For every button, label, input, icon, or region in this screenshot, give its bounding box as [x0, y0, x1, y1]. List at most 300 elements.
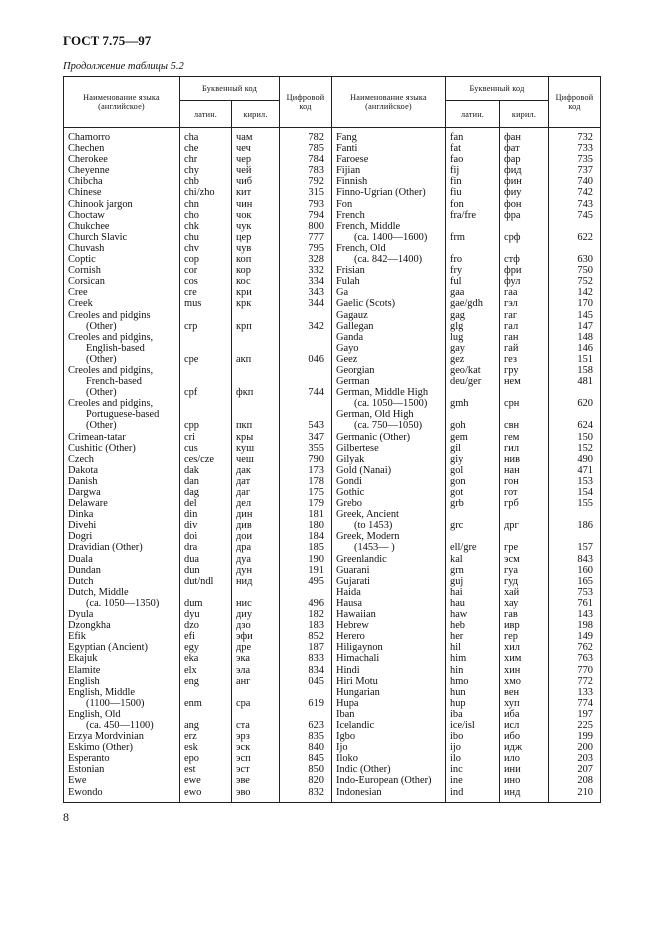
cyrillic-code: коп [232, 254, 280, 265]
latin-code [446, 221, 500, 232]
digital-code: 179 [280, 498, 332, 509]
digital-code: 133 [549, 687, 601, 698]
page-number: 8 [63, 810, 69, 824]
latin-code: gol [446, 465, 500, 476]
digital-code: 207 [549, 764, 601, 775]
latin-code: lug [446, 332, 500, 343]
digital-code: 737 [549, 165, 601, 176]
cyrillic-code: свн [500, 420, 549, 431]
cyrillic-code: фон [500, 199, 549, 210]
language-name: Esperanto [64, 753, 180, 764]
cyrillic-code: нив [500, 454, 549, 465]
cyrillic-code [232, 332, 280, 343]
language-name: Himachali [332, 653, 446, 664]
digital-code: 793 [280, 199, 332, 210]
standard-code: ГОСТ 7.75—97 [63, 33, 152, 48]
cyrillic-code: эво [232, 787, 280, 803]
cyrillic-code: чеш [232, 454, 280, 465]
table-row [64, 465, 601, 476]
language-name: Greek, Modern [332, 531, 446, 542]
language-name: Igbo [332, 731, 446, 742]
language-name: Efik [64, 631, 180, 642]
digital-code: 198 [549, 620, 601, 631]
latin-code: chu [180, 232, 232, 243]
cyrillic-code [500, 221, 549, 232]
language-name: Indo-European (Other) [332, 775, 446, 786]
digital-code: 208 [549, 775, 601, 786]
digital-code: 185 [280, 542, 332, 553]
table-row [64, 587, 601, 598]
language-name: Estonian [64, 764, 180, 775]
digital-code: 762 [549, 642, 601, 653]
digital-code [549, 531, 601, 542]
digital-code: 785 [280, 143, 332, 154]
cyrillic-code: гем [500, 432, 549, 443]
language-name: Crimean-tatar [64, 432, 180, 443]
latin-code: ice/isl [446, 720, 500, 731]
latin-code: grc [446, 520, 500, 531]
digital-code: 783 [280, 165, 332, 176]
language-name: Hiri Motu [332, 676, 446, 687]
latin-code [180, 343, 232, 354]
language-name: Greek, Ancient [332, 509, 446, 520]
cyrillic-code: дзо [232, 620, 280, 631]
digital-code [280, 687, 332, 698]
language-name: Indic (Other) [332, 764, 446, 775]
latin-code: hun [446, 687, 500, 698]
language-name: German, Middle High [332, 387, 446, 398]
cyrillic-code: дин [232, 509, 280, 520]
digital-code: 753 [549, 587, 601, 598]
latin-code: dak [180, 465, 232, 476]
cyrillic-code: гот [500, 487, 549, 498]
cyrillic-code: эск [232, 742, 280, 753]
latin-code: del [180, 498, 232, 509]
digital-code: 315 [280, 187, 332, 198]
digital-code: 790 [280, 454, 332, 465]
latin-code: chy [180, 165, 232, 176]
cyrillic-code: идж [500, 742, 549, 753]
table-row [64, 398, 601, 409]
language-name: Church Slavic [64, 232, 180, 243]
digital-code: 187 [280, 642, 332, 653]
digital-code: 149 [549, 631, 601, 642]
header-letter-code: Буквенный код [180, 77, 280, 101]
digital-code: 623 [280, 720, 332, 731]
cyrillic-code: срн [500, 398, 549, 409]
table-row [64, 753, 601, 764]
table-row [64, 642, 601, 653]
language-name: (1100—1500) [64, 698, 180, 709]
latin-code: deu/ger [446, 376, 500, 387]
digital-code: 620 [549, 398, 601, 409]
cyrillic-code: фри [500, 265, 549, 276]
cyrillic-code: вен [500, 687, 549, 698]
latin-code: erz [180, 731, 232, 742]
cyrillic-code: чук [232, 221, 280, 232]
cyrillic-code: дат [232, 476, 280, 487]
cyrillic-code: дел [232, 498, 280, 509]
table-row [64, 531, 601, 542]
digital-code [280, 310, 332, 321]
cyrillic-code: акп [232, 354, 280, 365]
digital-code: 732 [549, 128, 601, 144]
latin-code: grn [446, 565, 500, 576]
cyrillic-code: фид [500, 165, 549, 176]
cyrillic-code: фиу [500, 187, 549, 198]
latin-code: frm [446, 232, 500, 243]
language-name: Portuguese-based [64, 409, 180, 420]
language-name: Chinese [64, 187, 180, 198]
digital-code: 833 [280, 653, 332, 664]
language-name: Chamorro [64, 128, 180, 144]
language-name: Finnish [332, 176, 446, 187]
digital-code: 347 [280, 432, 332, 443]
digital-code: 155 [549, 498, 601, 509]
header-digital-code: Цифровой код [280, 77, 332, 128]
language-name: Dakota [64, 465, 180, 476]
language-name: Gujarati [332, 576, 446, 587]
table-row [64, 187, 601, 198]
cyrillic-code: чам [232, 128, 280, 144]
latin-code: gae/gdh [446, 298, 500, 309]
cyrillic-code: нис [232, 598, 280, 609]
language-name: (ca. 1050—1350) [64, 598, 180, 609]
cyrillic-code: диу [232, 609, 280, 620]
digital-code: 046 [280, 354, 332, 365]
cyrillic-code [232, 343, 280, 354]
language-name: Czech [64, 454, 180, 465]
digital-code: 180 [280, 520, 332, 531]
cyrillic-code: хим [500, 653, 549, 664]
digital-code: 147 [549, 321, 601, 332]
table-row [64, 698, 601, 709]
latin-code: doi [180, 531, 232, 542]
digital-code: 152 [549, 443, 601, 454]
cyrillic-code: эве [232, 775, 280, 786]
latin-code: ind [446, 787, 500, 803]
header-letter-code: Буквенный код [446, 77, 549, 101]
cyrillic-code: ило [500, 753, 549, 764]
table-row [64, 520, 601, 531]
header-language-name: Наименование языка (английское) [332, 77, 446, 128]
table-row [64, 165, 601, 176]
latin-code: est [180, 764, 232, 775]
latin-code: mus [180, 298, 232, 309]
cyrillic-code: пкп [232, 420, 280, 431]
language-name: Ga [332, 287, 446, 298]
cyrillic-code [232, 409, 280, 420]
latin-code: glg [446, 321, 500, 332]
digital-code: 740 [549, 176, 601, 187]
language-name: Duala [64, 554, 180, 565]
cyrillic-code: гуд [500, 576, 549, 587]
latin-code: din [180, 509, 232, 520]
table-row [64, 321, 601, 332]
latin-code [446, 531, 500, 542]
latin-code: fry [446, 265, 500, 276]
latin-code: gay [446, 343, 500, 354]
cyrillic-code: эсп [232, 753, 280, 764]
digital-code [280, 709, 332, 720]
digital-code: 200 [549, 742, 601, 753]
language-name: Fanti [332, 143, 446, 154]
latin-code: cor [180, 265, 232, 276]
cyrillic-code: чиб [232, 176, 280, 187]
language-name: Greenlandic [332, 554, 446, 565]
cyrillic-code [232, 365, 280, 376]
digital-code: 481 [549, 376, 601, 387]
language-name: (ca. 842—1400) [332, 254, 446, 265]
language-name: Chechen [64, 143, 180, 154]
latin-code: gil [446, 443, 500, 454]
latin-code: ibo [446, 731, 500, 742]
cyrillic-code: дре [232, 642, 280, 653]
latin-code: hmo [446, 676, 500, 687]
language-name: Divehi [64, 520, 180, 531]
cyrillic-code: чеч [232, 143, 280, 154]
cyrillic-code: дун [232, 565, 280, 576]
latin-code: fao [446, 154, 500, 165]
table-row [64, 287, 601, 298]
cyrillic-code [232, 687, 280, 698]
language-name: Creoles and pidgins, [64, 398, 180, 409]
digital-code [280, 409, 332, 420]
language-name: Chuvash [64, 243, 180, 254]
digital-code: 496 [280, 598, 332, 609]
digital-code: 160 [549, 565, 601, 576]
digital-code: 761 [549, 598, 601, 609]
digital-code: 343 [280, 287, 332, 298]
cyrillic-code: ино [500, 775, 549, 786]
latin-code: dum [180, 598, 232, 609]
cyrillic-code: эфи [232, 631, 280, 642]
digital-code: 742 [549, 187, 601, 198]
digital-code: 495 [280, 576, 332, 587]
latin-code: cpe [180, 354, 232, 365]
cyrillic-code: эрз [232, 731, 280, 742]
cyrillic-code: даг [232, 487, 280, 498]
table-continuation-caption: Продолжение таблицы 5.2 [63, 61, 184, 72]
latin-code: ilo [446, 753, 500, 764]
language-name: Guarani [332, 565, 446, 576]
cyrillic-code: цер [232, 232, 280, 243]
table-row [64, 775, 601, 786]
digital-code: 471 [549, 465, 601, 476]
digital-code: 197 [549, 709, 601, 720]
digital-code: 772 [549, 676, 601, 687]
cyrillic-code: дрг [500, 520, 549, 531]
language-name: Herero [332, 631, 446, 642]
language-name: Elamite [64, 665, 180, 676]
table-row [64, 176, 601, 187]
language-name: Gondi [332, 476, 446, 487]
latin-code [446, 509, 500, 520]
cyrillic-code: хай [500, 587, 549, 598]
digital-code: 743 [549, 199, 601, 210]
latin-code: ewe [180, 775, 232, 786]
digital-code: 733 [549, 143, 601, 154]
cyrillic-code: нем [500, 376, 549, 387]
language-name: Fang [332, 128, 446, 144]
digital-code [280, 587, 332, 598]
language-name: Fulah [332, 276, 446, 287]
cyrillic-code: чин [232, 199, 280, 210]
cyrillic-code [500, 243, 549, 254]
cyrillic-code: дуа [232, 554, 280, 565]
cyrillic-code: крк [232, 298, 280, 309]
digital-code: 750 [549, 265, 601, 276]
latin-code: ang [180, 720, 232, 731]
latin-code: gaa [446, 287, 500, 298]
cyrillic-code: фкп [232, 387, 280, 398]
digital-code: 181 [280, 509, 332, 520]
cyrillic-code: гил [500, 443, 549, 454]
language-name: Egyptian (Ancient) [64, 642, 180, 653]
language-name: Cornish [64, 265, 180, 276]
latin-code: fij [446, 165, 500, 176]
cyrillic-code: кит [232, 187, 280, 198]
digital-code: 203 [549, 753, 601, 764]
cyrillic-code: гав [500, 609, 549, 620]
language-name: Danish [64, 476, 180, 487]
digital-code: 850 [280, 764, 332, 775]
cyrillic-code: гру [500, 365, 549, 376]
language-name: English, Middle [64, 687, 180, 698]
latin-code [180, 398, 232, 409]
language-name: (ca. 750—1050) [332, 420, 446, 431]
language-name: Hebrew [332, 620, 446, 631]
digital-code: 744 [280, 387, 332, 398]
latin-code: hil [446, 642, 500, 653]
language-name: Iloko [332, 753, 446, 764]
table-body [64, 128, 601, 803]
language-name: Germanic (Other) [332, 432, 446, 443]
table-row [64, 265, 601, 276]
table-row [64, 598, 601, 609]
language-name: Eskimo (Other) [64, 742, 180, 753]
digital-code: 782 [280, 128, 332, 144]
latin-code: got [446, 487, 500, 498]
table-row [64, 498, 601, 509]
latin-code: efi [180, 631, 232, 642]
cyrillic-code: гал [500, 321, 549, 332]
digital-code: 183 [280, 620, 332, 631]
digital-code: 145 [549, 310, 601, 321]
digital-code: 752 [549, 276, 601, 287]
language-name: Dutch, Middle [64, 587, 180, 598]
table-row [64, 409, 601, 420]
table-row [64, 199, 601, 210]
digital-code: 173 [280, 465, 332, 476]
table-row [64, 210, 601, 221]
latin-code: che [180, 143, 232, 154]
language-name: (Other) [64, 321, 180, 332]
cyrillic-code: нид [232, 576, 280, 587]
cyrillic-code: гэл [500, 298, 549, 309]
language-name: Ewe [64, 775, 180, 786]
digital-code [549, 387, 601, 398]
latin-code: gon [446, 476, 500, 487]
cyrillic-code: ивр [500, 620, 549, 631]
latin-code [180, 365, 232, 376]
language-name: Georgian [332, 365, 446, 376]
latin-code: iba [446, 709, 500, 720]
table-row [64, 154, 601, 165]
cyrillic-code: инд [500, 787, 549, 803]
language-name: Delaware [64, 498, 180, 509]
language-name: Ewondo [64, 787, 180, 803]
cyrillic-code: фан [500, 128, 549, 144]
cyrillic-code: куш [232, 443, 280, 454]
digital-code: 199 [549, 731, 601, 742]
language-name: (to 1453) [332, 520, 446, 531]
digital-code: 190 [280, 554, 332, 565]
latin-code [446, 387, 500, 398]
latin-code: cos [180, 276, 232, 287]
language-code-table-wrapper [63, 76, 600, 803]
language-name: French [332, 210, 446, 221]
cyrillic-code: хин [500, 665, 549, 676]
latin-code: cri [180, 432, 232, 443]
language-name: (1453— ) [332, 542, 446, 553]
language-name: Gayo [332, 343, 446, 354]
language-name: Hawaiian [332, 609, 446, 620]
latin-code: fat [446, 143, 500, 154]
cyrillic-code: кос [232, 276, 280, 287]
cyrillic-code: гаа [500, 287, 549, 298]
digital-code: 622 [549, 232, 601, 243]
language-name: Ganda [332, 332, 446, 343]
digital-code: 225 [549, 720, 601, 731]
digital-code [280, 343, 332, 354]
latin-code: dra [180, 542, 232, 553]
digital-code [280, 376, 332, 387]
cyrillic-code: исл [500, 720, 549, 731]
cyrillic-code: стф [500, 254, 549, 265]
language-name: Dravidian (Other) [64, 542, 180, 553]
cyrillic-code: крп [232, 321, 280, 332]
table-row [64, 631, 601, 642]
latin-code: fin [446, 176, 500, 187]
cyrillic-code: див [232, 520, 280, 531]
latin-code: hup [446, 698, 500, 709]
latin-code: chv [180, 243, 232, 254]
cyrillic-code: иба [500, 709, 549, 720]
latin-code: cho [180, 210, 232, 221]
digital-code: 157 [549, 542, 601, 553]
latin-code: chr [180, 154, 232, 165]
language-name: Cree [64, 287, 180, 298]
latin-code: cpp [180, 420, 232, 431]
cyrillic-code: эст [232, 764, 280, 775]
cyrillic-code: кри [232, 287, 280, 298]
latin-code: eka [180, 653, 232, 664]
digital-code: 334 [280, 276, 332, 287]
cyrillic-code [500, 387, 549, 398]
digital-code: 852 [280, 631, 332, 642]
latin-code: heb [446, 620, 500, 631]
digital-code: 151 [549, 354, 601, 365]
cyrillic-code: чей [232, 165, 280, 176]
language-name: (Other) [64, 354, 180, 365]
table-row [64, 298, 601, 309]
latin-code: gem [446, 432, 500, 443]
digital-code: 153 [549, 476, 601, 487]
language-name: Dargwa [64, 487, 180, 498]
latin-code: hin [446, 665, 500, 676]
language-name: Dutch [64, 576, 180, 587]
